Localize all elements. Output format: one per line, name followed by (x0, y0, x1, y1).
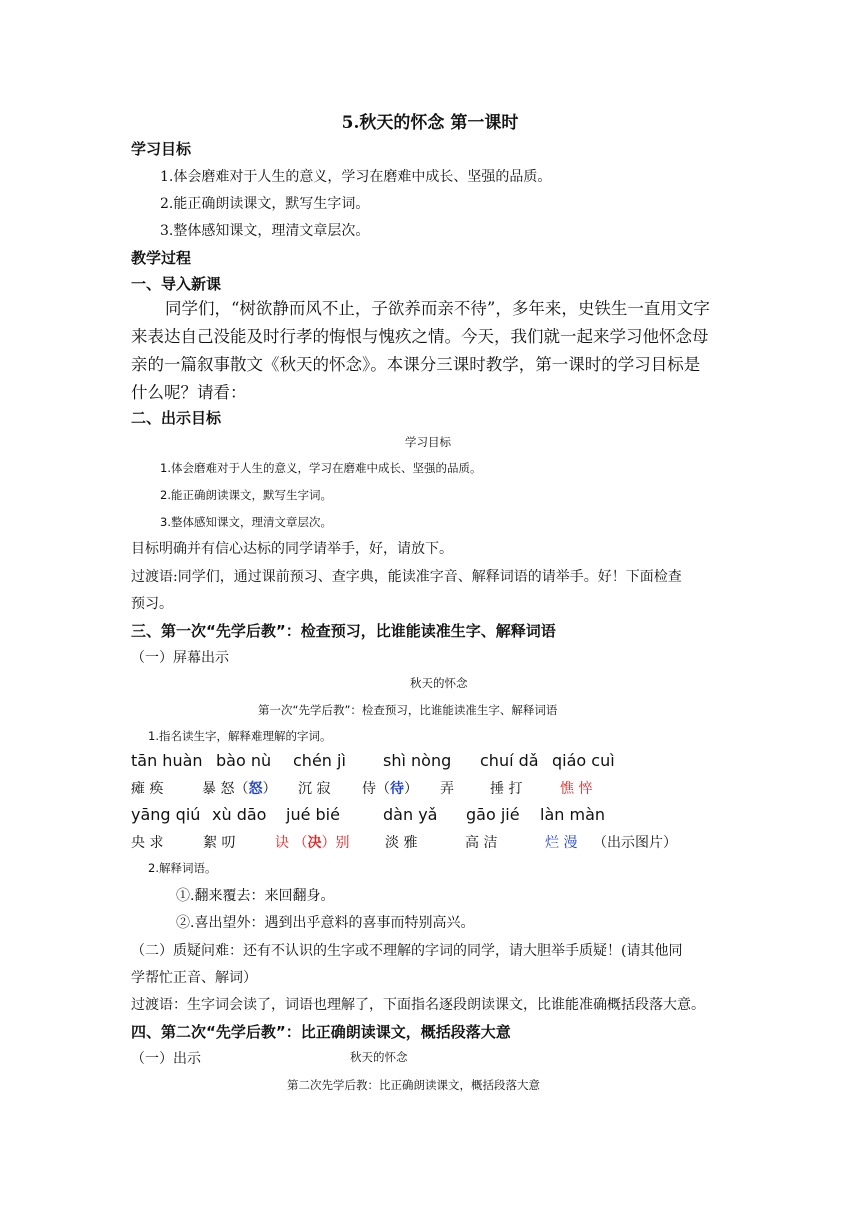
slide-4-subtitle: 第二次先学后教：比正确朗读课文，概括段落大意 (287, 1078, 540, 1092)
pinyin-jue-bie: jué bié (286, 805, 340, 824)
intro-line-2: 来表达自己没能及时行孝的悔恨与愧疚之情。今天，我们就一起来学习他怀念母 (131, 327, 709, 346)
pinyin-yang-qiu: yāng qiú (131, 805, 201, 824)
intro-line-4: 什么呢？请看： (131, 383, 247, 402)
slide-3-title: 秋天的怀念 (410, 676, 468, 690)
word-lan-man: 烂 漫 (545, 835, 578, 851)
show-picture-note: （出示图片） (593, 835, 677, 851)
pinyin-bao-nu: bào nù (216, 751, 272, 770)
word-chui-da: 捶 打 (490, 781, 523, 797)
definition-2: ②.喜出望外：遇到出乎意料的喜事而特别高兴。 (176, 915, 475, 931)
slide-goal-2: 2.能正确朗读课文，默写生字词。 (160, 488, 332, 502)
transition-2: 过渡语：生字词会读了，词语也理解了，下面指名逐段朗读课文，比谁能准确概括段落大意。 (131, 997, 705, 1013)
pinyin-dan-ya: dàn yǎ (383, 805, 438, 824)
goal-item-1: 1.体会磨难对于人生的意义，学习在磨难中成长、坚强的品质。 (160, 169, 552, 185)
intro-line-3: 亲的一篇叙事散文《秋天的怀念》。本课分三课时教学，第一课时的学习目标是 (131, 355, 701, 374)
raise-hand-text: 目标明确并有信心达标的同学请举手，好，请放下。 (131, 541, 453, 557)
section-3-sub-2-line-2: 学帮忙正音、解词） (131, 970, 257, 986)
word-gao-jie: 高 洁 (465, 835, 498, 851)
contrast-char-jue: 决 (307, 835, 322, 851)
pinyin-chen-ji: chén jì (293, 751, 346, 770)
pinyin-gao-jie: gāo jié (466, 805, 520, 824)
goal-item-2: 2.能正确朗读课文，默写生字词。 (160, 196, 370, 212)
section-3-sub-1: （一）屏幕出示 (131, 650, 229, 666)
section-3-sub-2-line-1: （二）质疑问难：还有不认识的生字或不理解的字词的同学，请大胆举手质疑！(请其他同 (131, 943, 683, 959)
goal-item-3: 3.整体感知课文，理清文章层次。 (160, 223, 370, 239)
page-title: 5.秋天的怀念 第一课时 (341, 113, 519, 133)
contrast-char-dai: 待 (390, 781, 404, 797)
word-nong: 弄 (440, 781, 454, 797)
word-dan-ya: 淡 雅 (385, 835, 418, 851)
word-shi: 侍（待） (362, 781, 418, 797)
section-3-heading: 三、第一次“先学后教”：检查预习，比谁能读准生字、解释词语 (131, 622, 556, 640)
pinyin-shi-nong: shì nòng (383, 751, 452, 770)
section-1-heading: 一、导入新课 (131, 275, 222, 293)
slide-3-item-2: 2.解释词语。 (148, 861, 217, 875)
section-2-heading: 二、出示目标 (131, 409, 222, 427)
pinyin-chui-da: chuí dǎ (480, 751, 539, 770)
section-4-sub-1: （一）出示 (131, 1051, 201, 1067)
word-qiao-cui: 憔 悴 (560, 781, 593, 797)
word-bao-nu: 暴 怒（怒） (202, 781, 277, 797)
slide-4-title: 秋天的怀念 (350, 1050, 408, 1064)
transition-1-line-2: 预习。 (131, 596, 173, 612)
intro-line-1: 同学们，“树欲静而风不止，子欲养而亲不待”，多年来，史铁生一直用文字 (165, 299, 710, 318)
pinyin-lan-man: làn màn (540, 805, 606, 824)
slide-3-item-1: 1.指名读生字，解释难理解的字词。 (148, 729, 332, 743)
word-tan-huan: 瘫 痪 (131, 781, 164, 797)
word-jue-bie: 诀 （决）别 (275, 835, 350, 851)
transition-1-line-1: 过渡语:同学们，通过课前预习、查字典，能读准字音、解释词语的请举手。好！下面检查 (131, 569, 682, 585)
word-chen-ji: 沉 寂 (298, 781, 331, 797)
slide-goal-1: 1.体会磨难对于人生的意义，学习在磨难中成长、坚强的品质。 (160, 461, 482, 475)
contrast-char-nu: 怒 (248, 781, 263, 797)
pinyin-tan-huan: tān huàn (131, 751, 203, 770)
section-4-heading: 四、第二次“先学后教”：比正确朗读课文，概括段落大意 (131, 1023, 511, 1041)
slide-goals-title: 学习目标 (405, 435, 451, 449)
word-yang-qiu: 央 求 (131, 835, 164, 851)
pinyin-xu-dao: xù dāo (212, 805, 267, 824)
definition-1: ①.翻来覆去：来回翻身。 (176, 888, 335, 904)
word-xu-dao: 絮 叨 (203, 835, 236, 851)
pinyin-qiao-cui: qiáo cuì (552, 751, 615, 770)
heading-learning-goals: 学习目标 (131, 140, 192, 158)
slide-goal-3: 3.整体感知课文，理清文章层次。 (160, 515, 332, 529)
slide-3-subtitle: 第一次“先学后教”：检查预习，比谁能读准生字、解释词语 (258, 703, 558, 717)
heading-teaching-process: 教学过程 (131, 249, 192, 267)
